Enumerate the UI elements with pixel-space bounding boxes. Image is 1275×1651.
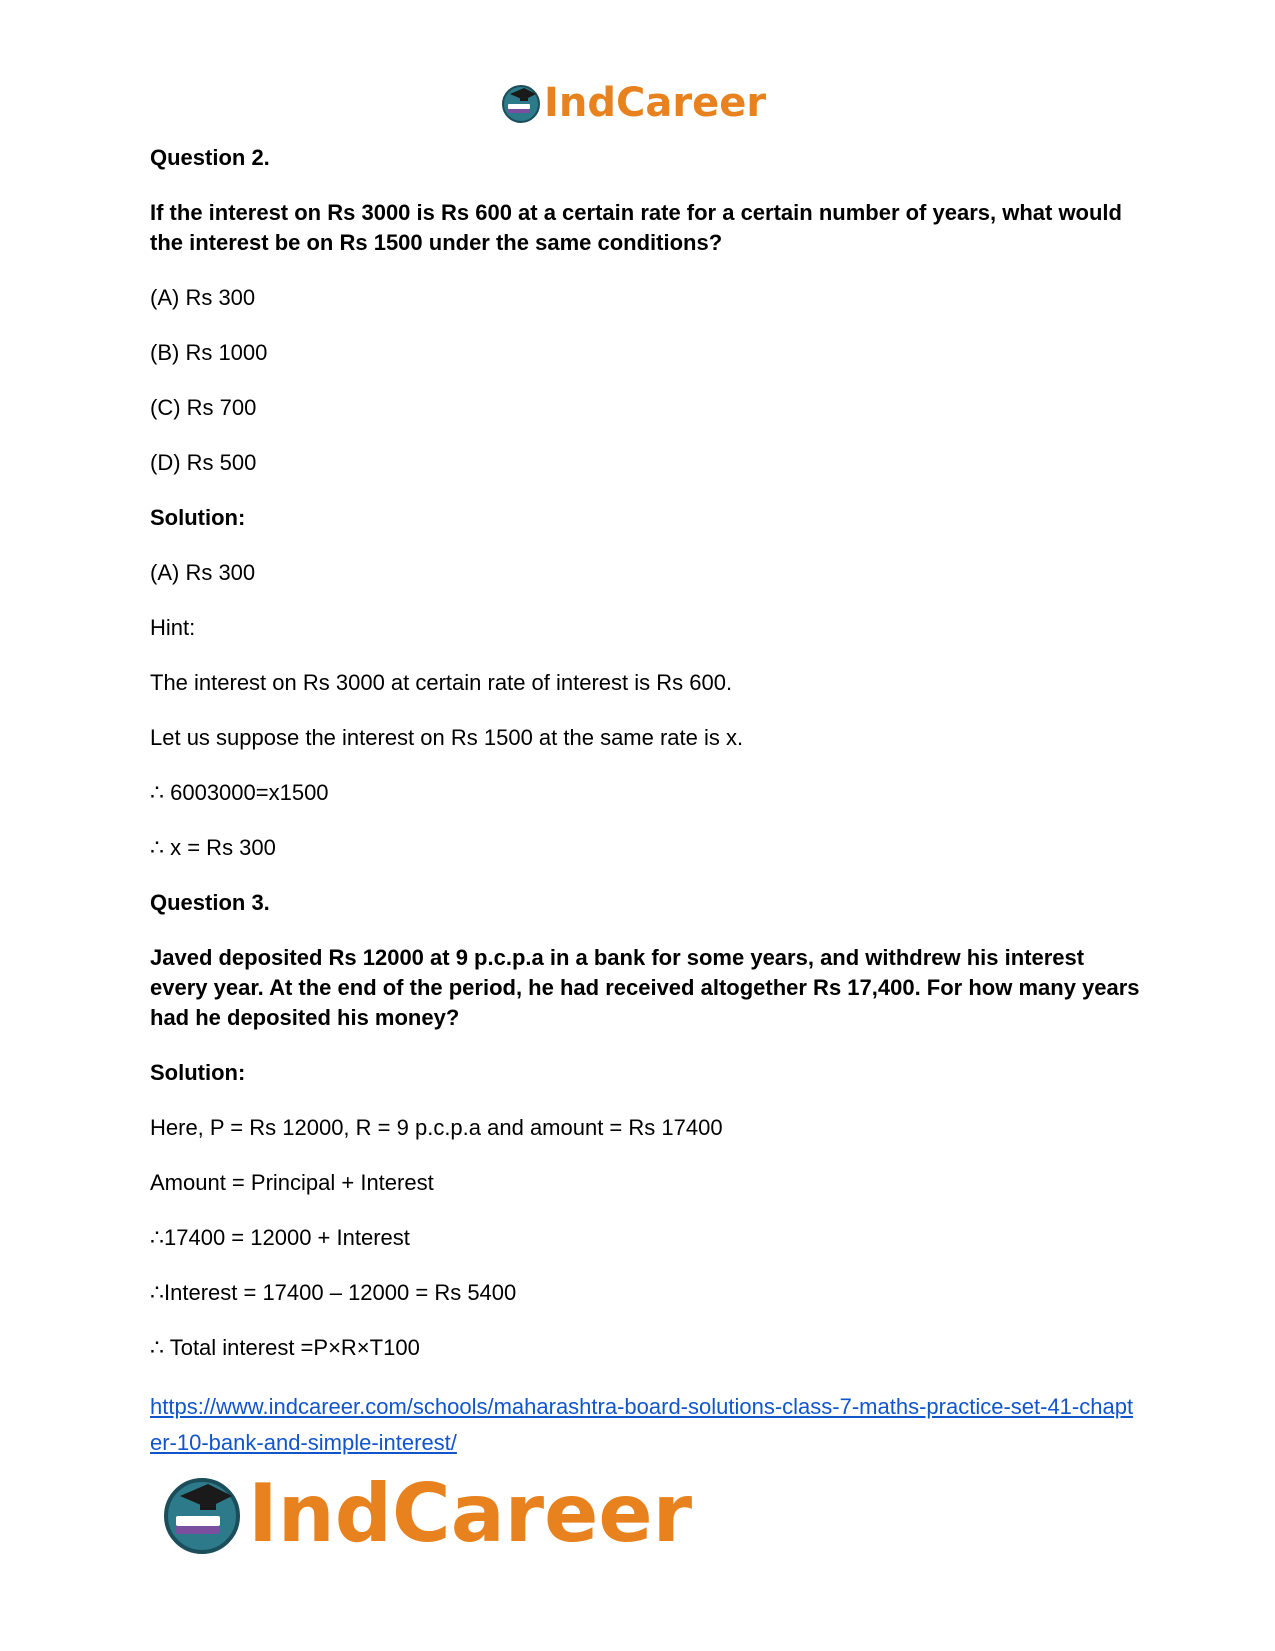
solution-line-2: Amount = Principal + Interest	[150, 1170, 434, 1195]
footer-logo	[160, 1468, 692, 1560]
question-2-solution-heading: Solution:	[150, 505, 246, 530]
question-3-text: Javed deposited Rs 12000 at 9 p.c.p.a in a bank for some years, and withdrew his interest every year. At the end of the period, he had received altogether Rs 17,400. For how many years had he deposited his money?	[150, 945, 1140, 1030]
option-d: (D) Rs 500	[150, 450, 257, 475]
solution-line-5: ∴ Total interest =P×R×T100	[150, 1335, 420, 1360]
option-b: (B) Rs 1000	[150, 340, 268, 365]
option-a: (A) Rs 300	[150, 285, 256, 310]
solution-line-3: ∴17400 = 12000 + Interest	[150, 1225, 410, 1250]
hint-label: Hint:	[150, 615, 196, 640]
logo-wordmark: IndCareer	[248, 1467, 693, 1560]
hint-line-3: ∴ 6003000=x1500	[150, 780, 329, 805]
graduation-globe-icon	[500, 82, 542, 124]
hint-line-1: The interest on Rs 3000 at certain rate of interest is Rs 600.	[150, 670, 733, 695]
question-2-heading: Question 2.	[150, 145, 270, 170]
hint-line-4: ∴ x = Rs 300	[150, 835, 276, 860]
question-3-solution-heading: Solution:	[150, 1060, 246, 1085]
hint-line-2: Let us suppose the interest on Rs 1500 at the same rate is x.	[150, 725, 744, 750]
solution-line-4: ∴Interest = 17400 – 12000 = Rs 5400	[150, 1280, 517, 1305]
solution-line-1: Here, P = Rs 12000, R = 9 p.c.p.a and amount = Rs 17400	[150, 1115, 723, 1140]
document-body	[150, 143, 1140, 1373]
source-link[interactable]: https://www.indcareer.com/schools/maharashtra-board-solutions-class-7-maths-practice-set-41-chapter-10-bank-and-simple-interest/	[150, 1394, 1134, 1455]
logo-wordmark: IndCareer	[544, 80, 767, 126]
graduation-globe-icon	[160, 1472, 244, 1556]
question-2-text: If the interest on Rs 3000 is Rs 600 at a certain rate for a certain number of years, what would the interest be on Rs 1500 under the same conditions?	[150, 200, 1122, 255]
option-c: (C) Rs 700	[150, 395, 257, 420]
header-logo	[500, 78, 766, 128]
question-3-heading: Question 3.	[150, 890, 270, 915]
question-2-answer: (A) Rs 300	[150, 560, 256, 585]
